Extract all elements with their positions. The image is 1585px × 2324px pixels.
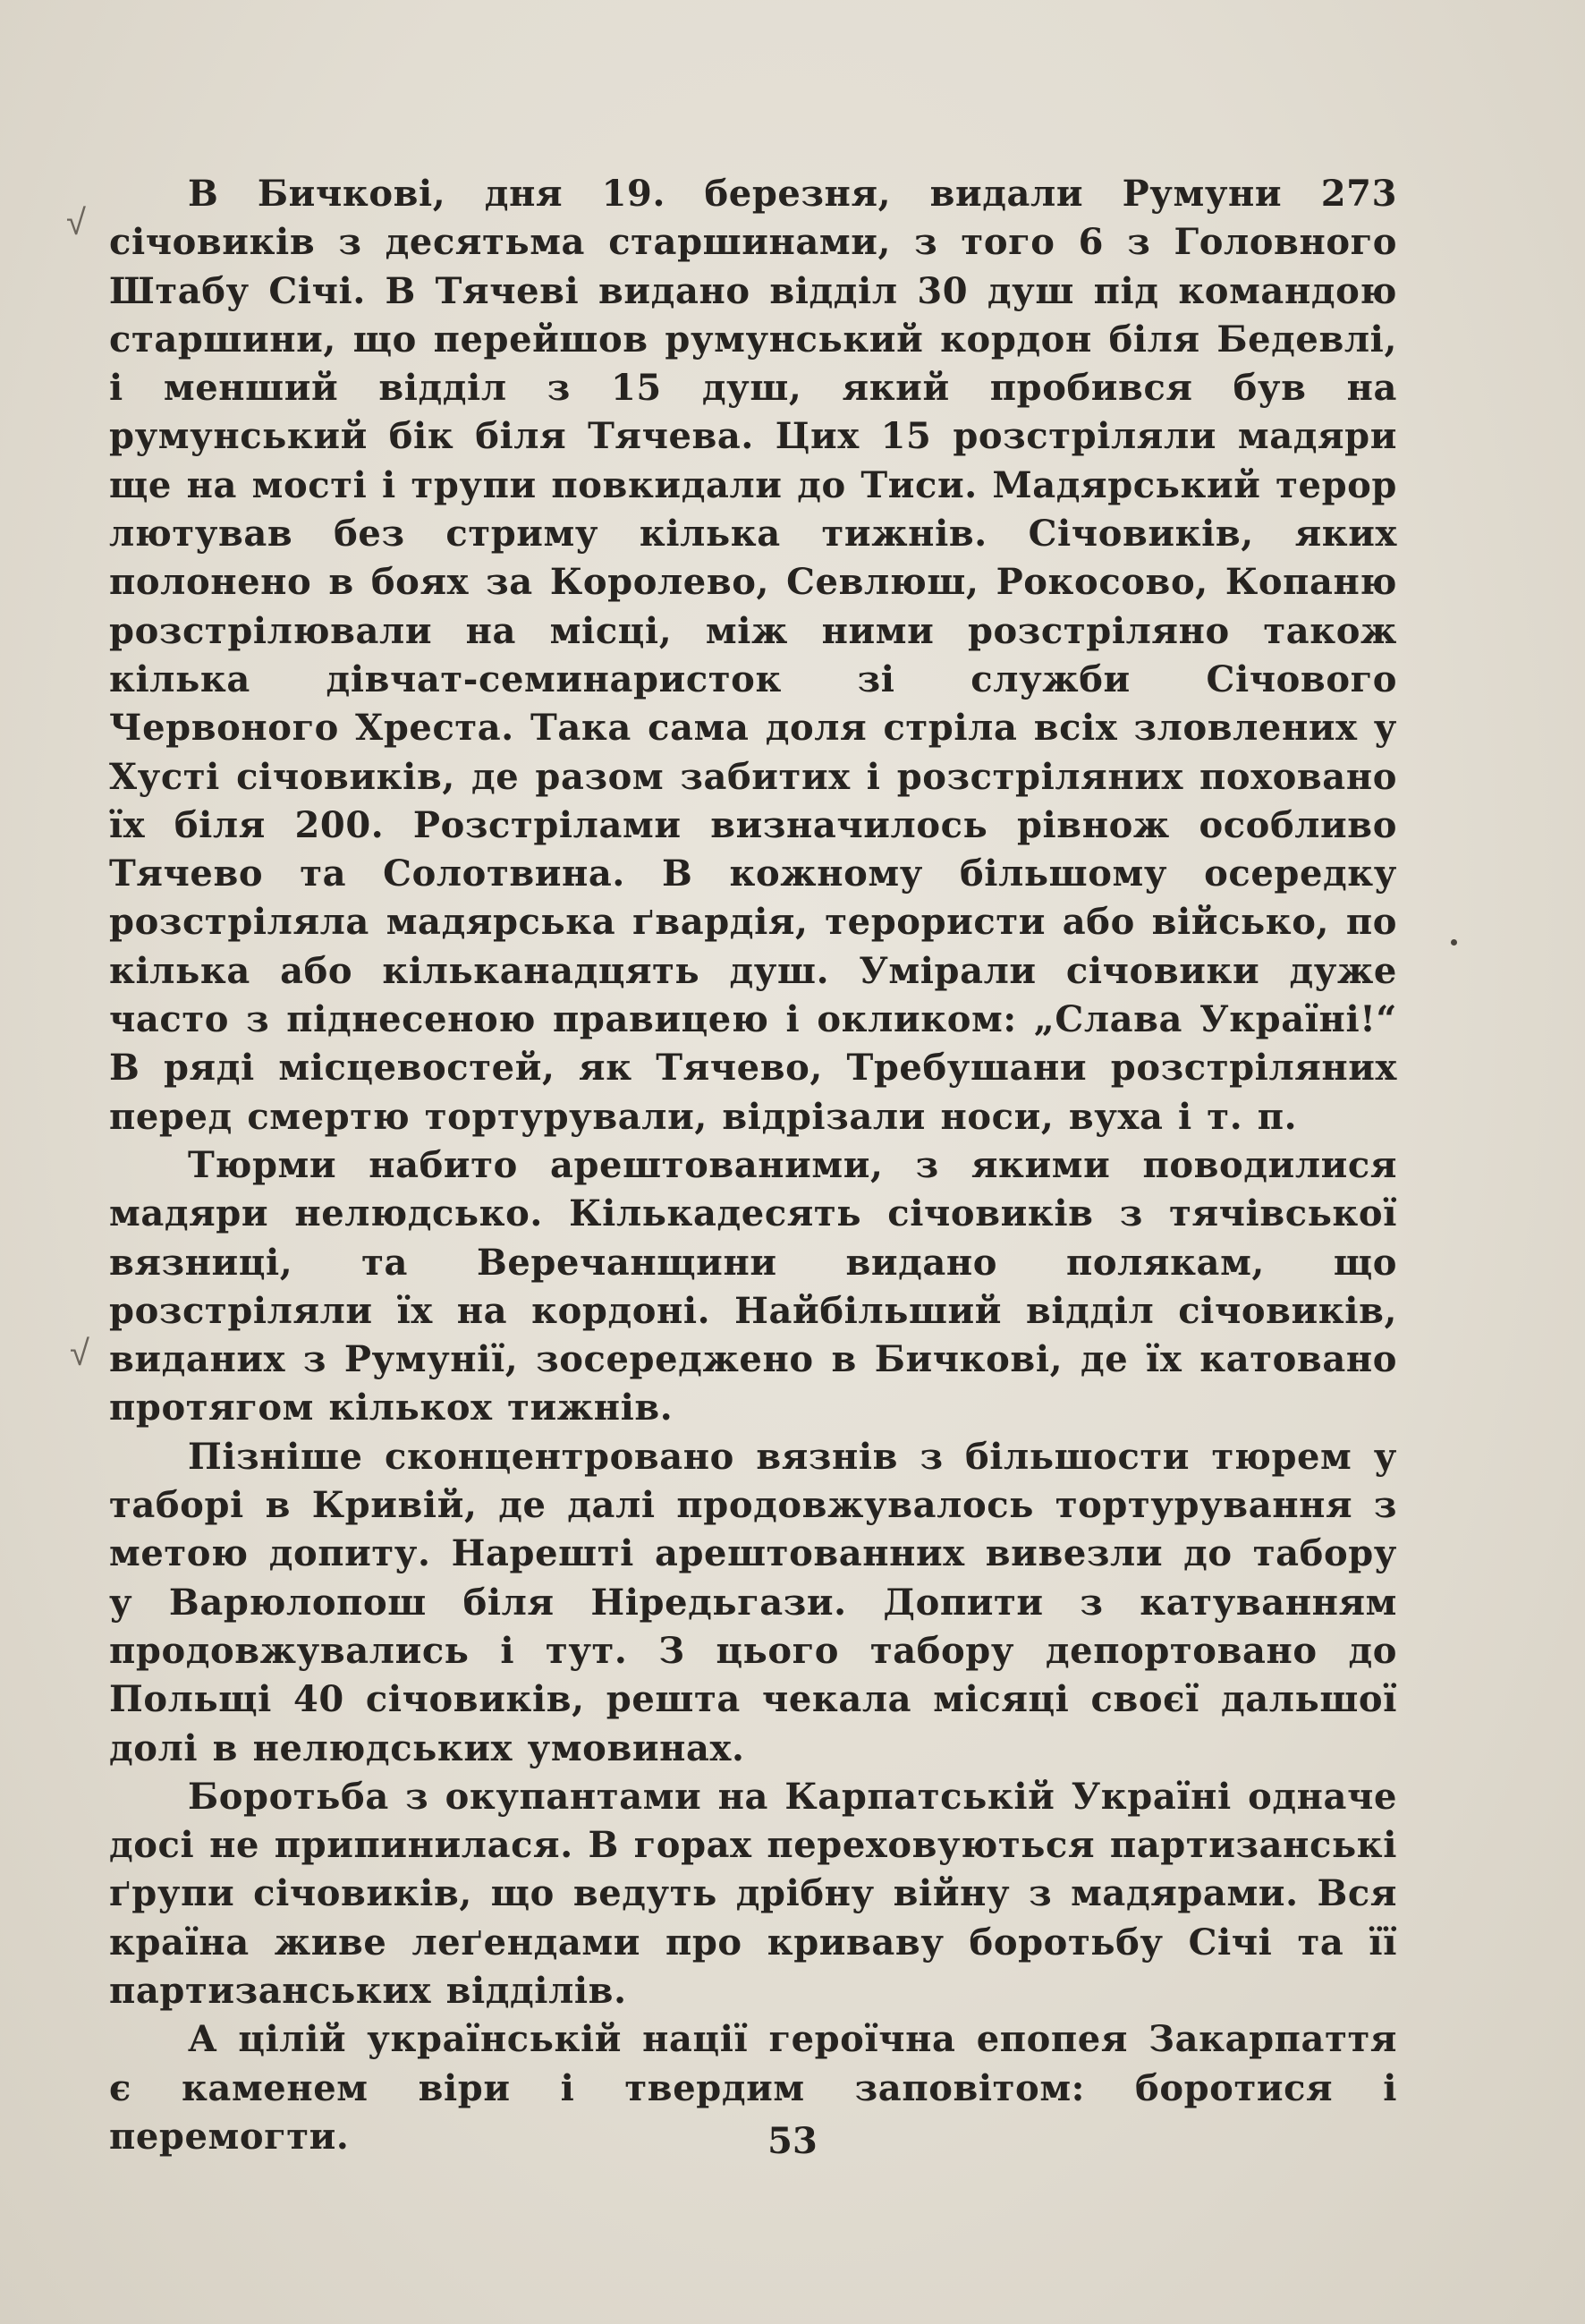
paragraph: Тюрми набито арештованими, з якими поводилися мадяри нелюдсько. Кількадесять січовиків з тячівської вязниці, та Веречанщини видано полякам, що розстріляли їх на кордоні. Найбільший відділ січовиків, виданих з Румунії, зосереджeно в Бичкові, де їх катовано протягом кількох тижнів. (109, 1143, 1397, 1429)
body-text (109, 170, 1397, 2161)
page-number: 53 (767, 2120, 818, 2162)
margin-check-mark: √ (66, 202, 86, 243)
paragraph: В Бичкові, дня 19. березня, видали Румуни 273 січовиків з десятьма старшинами, з того 6 з Головного Штабу Січі. В Тячеві видано відділ 30 душ під командою старшини, що перейшов румунський кордон біля Бедевлі, і менший відділ з 15 душ, який пробився був на румунський бік біля Тячева. Цих 15 розстріляли мадяри ще на мості і трупи повкидали до Тиси. Мадярський терор лютував без стриму кілька тижнів. Січовиків, яких полонено в боях за Королево, Севлюш, Рокосово, Копаню розстрілювали на місці, між ними розстріляно також кілька дівчат-семинаристок зі служби Січового Червоного Хреста. Така сама доля стріла всіх зловлених у Хусті січовиків, де разом забитих і розстріляних поховано їх біля 200. Розстрілами визначилось рівнож особливо Тячево та Солотвина. В кожному більшому осередку розстріляла мадярська ґвардія, терористи або військо, по кілька або кільканадцять душ. Умірали січовики дуже часто з піднесеною правицею і окликом: „Слава Україні!“ В ряді місцевостей, як Тячево, Требушани розстріляних перед смертю тортурували, відрізали носи, вуха і т. п. (109, 173, 1397, 1138)
paragraph: Пізніше сконцентровано вязнів з більшости тюрем у таборі в Кривій, де далі продовжувалось тортурування з метою допиту. Нарешті арештованних вивезли до табору у Варюлопош біля Ніредьгази. Допити з катуванням продовжувались і тут. З цього табору депортовано до Польщі 40 січовиків, решта чекала місяці своєї дальшої долі в нелюдських умовинах. (109, 1435, 1397, 1769)
ink-speck (1451, 939, 1457, 946)
paragraph: А цілій українській нації героїчна епопея Закарпаття є каменем віри і твердим заповітом: боротися і перемогти. (109, 2018, 1397, 2158)
margin-check-mark: √ (70, 1333, 89, 1374)
paragraph: Боротьба з окупантами на Карпатській Україні одначе досі не припинилася. В горах переховуються партизанські ґрупи січовиків, що ведуть дрібну війну з мадярами. Вся країна живе леґендами про криваву боротьбу Січі та її партизанських відділів. (109, 1775, 1397, 2012)
